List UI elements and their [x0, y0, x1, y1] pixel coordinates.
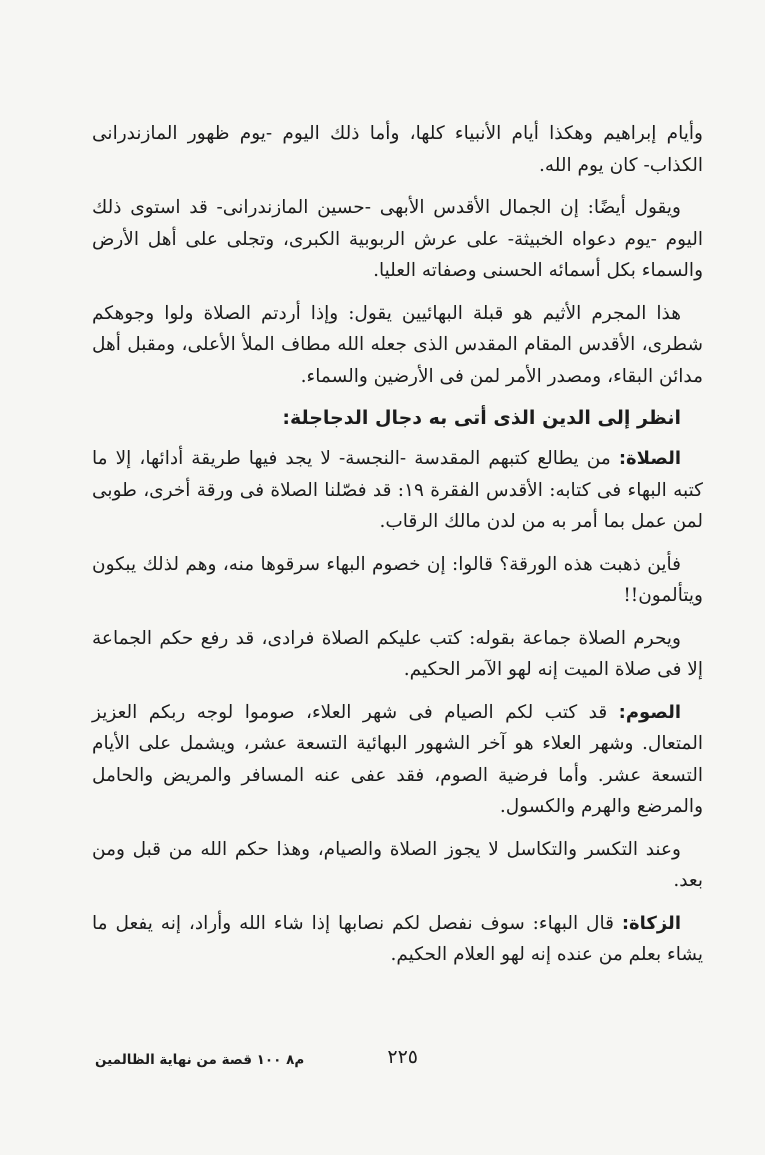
paragraph-laziness: وعند التكسر والتكاسل لا يجوز الصلاة والصيام، وهذا حكم الله من قبل ومن بعد. [92, 838, 703, 891]
zakat-text: قال البهاء: سوف نفصل لكم نصابها إذا شاء الله وأراد، إنه يفعل ما يشاء بعلم من عنده إنه لهو العلام الحكيم. [92, 912, 703, 965]
paragraph-also-says: ويقول أيضًا: إن الجمال الأقدس الأبهى -حسين المازندرانى- قد استوى ذلك اليوم -يوم دعواه الخبيثة- على عرش الربوبية الكبرى، وتجلى على أهل الأرض والسماء بكل أسمائه الحسنى وصفاته العليا. [92, 197, 703, 281]
page-number: ٢٢٥ [387, 1046, 418, 1068]
salat-text: من يطالع كتبهم المقدسة -النجسة- لا يجد فيها طريقة أدائها، إلا ما كتبه البهاء فى كتابه: الأقدس الفقرة ١٩: قد فصّلنا الصلاة فى ورقة أخرى، طوبى لمن عمل بما أمر به من لدن مالك الرقاب. [92, 448, 703, 532]
paragraph-ibrahim: وأيام إبراهيم وهكذا أيام الأنبياء كلها، وأما ذلك اليوم -يوم ظهور المازندرانى الكذاب- كان يوم الله. [92, 123, 703, 176]
paragraph-salat [92, 443, 703, 538]
paragraph-congregation: ويحرم الصلاة جماعة بقوله: كتب عليكم الصلاة فرادى، قد رفع حكم الجماعة إلا فى صلاة الميت إنه لهو الآمر الحكيم. [92, 627, 703, 680]
section-heading: انظر إلى الدين الذى أتى به دجال الدجاجلة: [282, 407, 681, 429]
sawm-text: قد كتب لكم الصيام فى شهر العلاء، صوموا لوجه ربكم العزيز المتعال. وشهر العلاء هو آخر الشهور البهائية التسعة عشر، ويشمل على الأيام التسعة عشر. وأما فرضية الصوم، فقد عفى عنه المسافر والمريض والحامل والمرضع والهرم والكسول. [92, 701, 703, 817]
running-title: م٨ ١٠٠ قصة من نهاية الظالمين [95, 1052, 305, 1068]
page-body [92, 118, 703, 1065]
term-salat: الصلاة: [618, 448, 681, 469]
page-footer [95, 1046, 703, 1080]
paragraph-zakat [92, 908, 703, 971]
term-sawm: الصوم: [618, 701, 681, 723]
term-zakat: الزكاة: [621, 912, 681, 934]
paragraph-sawm [92, 697, 703, 823]
paragraph-qibla: هذا المجرم الأثيم هو قبلة البهائيين يقول: وإذا أردتم الصلاة ولوا وجوهكم شطرى، الأقدس المقام المقدس الذى جعله الله مطاف الملأ الأعلى، ومقبل أهل مدائن البقاء، ومصدر الأمر لمن فى الأرضين والسماء. [92, 302, 703, 387]
paragraph-stolen-page: فأين ذهبت هذه الورقة؟ قالوا: إن خصوم البهاء سرقوها منه، وهم لذلك يبكون ويتألمون!! [92, 553, 703, 606]
